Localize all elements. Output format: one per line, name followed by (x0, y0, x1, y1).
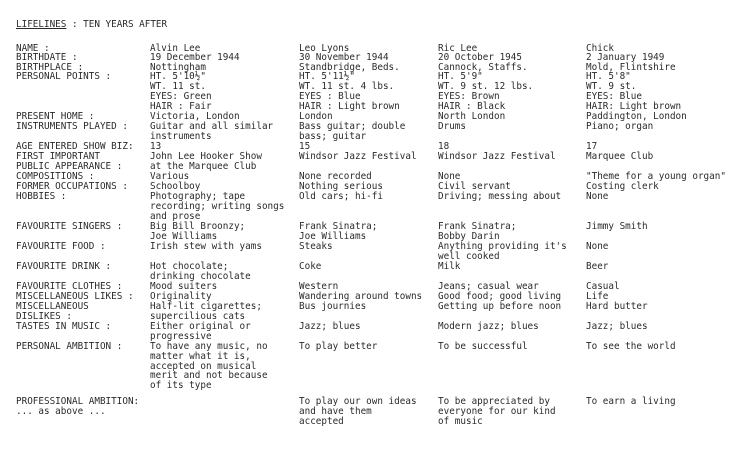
row-value: Jeans; casual wear (438, 281, 539, 292)
row-value: WT. 9 st. (586, 81, 637, 92)
row-value: Mold, Flintshire (586, 62, 676, 73)
row-value: Coke (299, 261, 322, 272)
row-value: Life (586, 291, 609, 302)
row-label: FAVOURITE FOOD : (16, 241, 106, 252)
row-value: Frank Sinatra; Bobby Darin (438, 221, 517, 242)
row-label: FIRST IMPORTANT PUBLIC APPEARANCE : (16, 151, 123, 172)
row-value: 17 (586, 141, 598, 152)
row-value: Nottingham (150, 62, 206, 73)
row-label: TASTES IN MUSIC : (16, 321, 112, 332)
row-value: Big Bill Broonzy; Joe Williams (150, 221, 246, 242)
document-title (16, 20, 167, 30)
row-value: Frank Sinatra; Joe Williams (299, 221, 378, 242)
row-value: Windsor Jazz Festival (438, 151, 556, 162)
row-value: Irish stew with yams (150, 241, 262, 252)
row-value: Wandering around towns (299, 291, 423, 302)
row-value: Half-lit cigarettes; supercilious cats (150, 301, 262, 322)
row-value: Windsor Jazz Festival (299, 151, 417, 162)
row-value: North London (438, 111, 506, 122)
row-value: 18 (438, 141, 450, 152)
row-label: PERSONAL AMBITION : (16, 341, 123, 352)
row-value: To be appreciated by everyone for our kind of music (438, 396, 556, 427)
row-label: PERSONAL POINTS : (16, 71, 112, 82)
row-label: PROFESSIONAL AMBITION: ... as above ... (16, 396, 140, 417)
row-value: Hot chocolate; drinking chocolate (150, 261, 251, 282)
row-value: EYES: Blue (586, 91, 642, 102)
title-separator: : (66, 19, 84, 30)
row-value: 2 January 1949 (586, 52, 665, 63)
row-value: Anything providing it's well cooked (438, 241, 567, 262)
row-value: To have any music, no matter what it is, accepted on musical merit and not because of its type (150, 341, 268, 392)
row-value: Beer (586, 261, 609, 272)
row-value: None (586, 241, 609, 252)
row-value: Getting up before noon (438, 301, 562, 312)
row-value: Jazz; blues (299, 321, 361, 332)
row-value: None (438, 171, 461, 182)
row-value: None recorded (299, 171, 372, 182)
row-value: Chick (586, 43, 614, 54)
row-label: MISCELLANEOUS DISLIKES : (16, 301, 89, 322)
row-value: Leo Lyons (299, 43, 350, 54)
row-value: WT. 11 st. 4 lbs. (299, 81, 395, 92)
row-value: Originality (150, 291, 212, 302)
title-main: LIFELINES (16, 19, 67, 30)
row-label: PRESENT HOME : (16, 111, 95, 122)
row-label: FAVOURITE DRINK : (16, 261, 112, 272)
row-value: WT. 9 st. 12 lbs. (438, 81, 534, 92)
row-value: Guitar and all similar instruments (150, 121, 274, 142)
row-value: EYES: Green (150, 91, 212, 102)
row-label: FAVOURITE SINGERS : (16, 221, 123, 232)
row-value: Modern jazz; blues (438, 321, 539, 332)
row-value: Costing clerk (586, 181, 659, 192)
row-label: NAME : (16, 43, 50, 54)
row-value: 15 (299, 141, 311, 152)
row-label: COMPOSITIONS : (16, 171, 95, 182)
row-value: 20 October 1945 (438, 52, 522, 63)
row-value: WT. 11 st. (150, 81, 206, 92)
row-value: John Lee Hooker Show at the Marquee Club (150, 151, 262, 172)
row-value: Drums (438, 121, 466, 132)
row-value: Bus journies (299, 301, 367, 312)
row-value: HT. 5'9" (438, 71, 483, 82)
row-label: BIRTHDATE : (16, 52, 78, 63)
row-value: Hard butter (586, 301, 648, 312)
row-value: Various (150, 171, 190, 182)
row-label: BIRTHPLACE : (16, 62, 84, 73)
row-value: Nothing serious (299, 181, 383, 192)
row-value: Western (299, 281, 339, 292)
row-value: To earn a living (586, 396, 676, 407)
row-value: Jimmy Smith (586, 221, 648, 232)
row-value: 19 December 1944 (150, 52, 240, 63)
row-value: To play better (299, 341, 378, 352)
row-value: Civil servant (438, 181, 511, 192)
row-value: HT. 5'10½" (150, 71, 206, 82)
row-value: Either original or progressive (150, 321, 251, 342)
row-value: Driving; messing about (438, 191, 562, 202)
row-value: Standbridge, Beds. (299, 62, 400, 73)
row-value: Old cars; hi-fi (299, 191, 383, 202)
row-value: Photography; tape recording; writing songs and prose (150, 191, 285, 222)
row-value: HT. 5'8" (586, 71, 631, 82)
row-value: Bass guitar; double bass; guitar (299, 121, 406, 142)
row-value: Schoolboy (150, 181, 201, 192)
row-value: HAIR : Light brown (299, 101, 400, 112)
row-label: HOBBIES : (16, 191, 67, 202)
row-value: To be successful (438, 341, 528, 352)
row-value: HAIR: Light brown (586, 101, 682, 112)
row-value: Victoria, London (150, 111, 240, 122)
row-value: HAIR : Fair (150, 101, 212, 112)
row-value: Steaks (299, 241, 333, 252)
row-value: EYES: Brown (438, 91, 500, 102)
row-value: None (586, 191, 609, 202)
row-value: Jazz; blues (586, 321, 648, 332)
row-value: EYES : Blue (299, 91, 361, 102)
row-label: FAVOURITE CLOTHES : (16, 281, 123, 292)
title-subtitle: TEN YEARS AFTER (83, 19, 168, 30)
row-value: Mood suiters (150, 281, 218, 292)
row-value: Casual (586, 281, 620, 292)
row-value: Piano; organ (586, 121, 654, 132)
row-label: INSTRUMENTS PLAYED : (16, 121, 128, 132)
row-value: Milk (438, 261, 461, 272)
row-value: 30 November 1944 (299, 52, 389, 63)
row-value: London (299, 111, 333, 122)
row-value: Ric Lee (438, 43, 478, 54)
row-value: HAIR : Black (438, 101, 506, 112)
row-value: Paddington, London (586, 111, 687, 122)
row-value: Good food; good living (438, 291, 562, 302)
row-label: AGE ENTERED SHOW BIZ: (16, 141, 134, 152)
row-label: MISCELLANEOUS LIKES : (16, 291, 134, 302)
row-value: Alvin Lee (150, 43, 201, 54)
row-value: HT. 5'11½" (299, 71, 355, 82)
row-value: Marquee Club (586, 151, 654, 162)
row-value: 13 (150, 141, 162, 152)
row-value: To play our own ideas and have them accepted (299, 396, 417, 427)
row-value: Cannock, Staffs. (438, 62, 528, 73)
row-value: To see the world (586, 341, 676, 352)
row-value: "Theme for a young organ" (586, 171, 726, 182)
row-label: FORMER OCCUPATIONS : (16, 181, 128, 192)
